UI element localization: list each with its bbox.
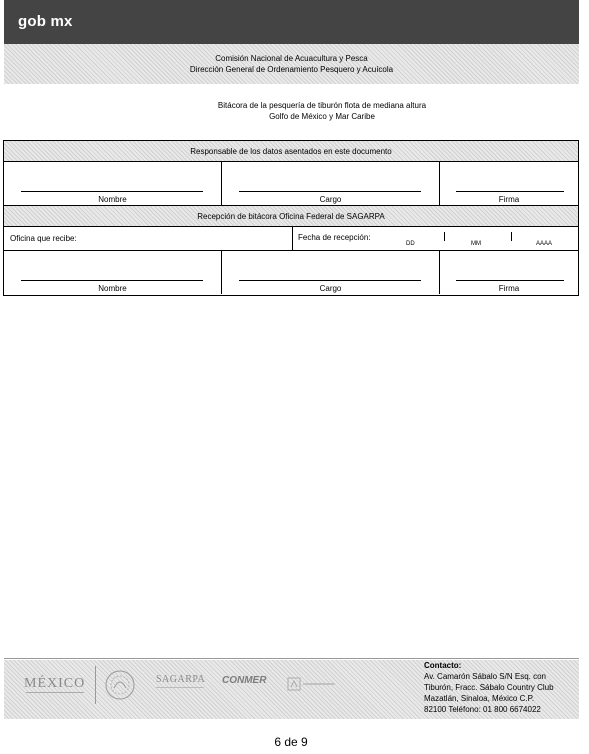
reception-signature-row (4, 251, 578, 294)
institution-line-2: Dirección General de Ordenamiento Pesquero y Acuícola (189, 65, 394, 74)
footer (4, 660, 579, 719)
name-label: Nombre (98, 284, 127, 293)
document-title-line-2: Golfo de México y Mar Caribe (269, 112, 375, 121)
institution-line-1: Comisión Nacional de Acuacultura y Pesca (215, 54, 368, 63)
date-separator (444, 232, 445, 241)
responsible-block (3, 140, 579, 206)
reception-name-cell[interactable] (4, 251, 222, 294)
date-month-label: MM (471, 241, 481, 247)
responsible-cargo-cell[interactable] (222, 162, 440, 205)
institution-band (4, 44, 579, 84)
contact-line: Tiburón, Fracc. Sábalo Country Club (424, 683, 554, 692)
institution-seal-icon (287, 677, 337, 693)
reception-section-header: Recepción de bitácora Oficina Federal de SAGARPA (4, 206, 578, 227)
responsible-firma-cell[interactable] (440, 162, 578, 205)
name-signature-line (21, 191, 203, 192)
reception-details-row (4, 227, 578, 251)
reception-block (3, 205, 579, 296)
document-title (4, 100, 589, 122)
document-title-line-1: Bitácora de la pesquería de tiburón flota de mediana altura (217, 101, 427, 110)
reception-date-label: Fecha de recepción: (298, 233, 371, 242)
date-separator (511, 232, 512, 241)
contact-title: Contacto: (424, 661, 462, 670)
cargo-signature-line (239, 280, 421, 281)
mexico-logo: MÉXICO (24, 676, 86, 691)
firma-signature-line (456, 191, 564, 192)
sagarpa-logo-underline (156, 687, 204, 688)
name-signature-line (21, 280, 203, 281)
office-label: Oficina que recibe: (10, 234, 77, 243)
footer-divider (4, 658, 579, 659)
responsible-signature-row (4, 162, 578, 205)
coat-of-arms-icon (104, 668, 136, 702)
contact-line: Mazatlán, Sinaloa, México C.P. (424, 694, 535, 703)
firma-label: Firma (498, 284, 520, 293)
cargo-label: Cargo (319, 284, 342, 293)
top-bar (4, 0, 579, 44)
contact-line: 82100 Teléfono: 01 800 6674022 (424, 705, 541, 714)
reception-date-field[interactable] (293, 227, 578, 250)
sagarpa-logo: SAGARPA (156, 674, 206, 685)
reception-firma-cell[interactable] (440, 251, 578, 294)
firma-label: Firma (498, 195, 520, 204)
name-label: Nombre (98, 195, 127, 204)
firma-signature-line (456, 280, 564, 281)
gob-mx-logo: gob mx (18, 13, 73, 30)
office-field[interactable] (4, 227, 293, 250)
reception-cargo-cell[interactable] (222, 251, 440, 294)
page-number: 6 de 9 (274, 735, 308, 749)
logo-separator (95, 666, 96, 704)
contact-line: Av. Camarón Sábalo S/N Esq. con (424, 672, 546, 681)
mexico-logo-underline (26, 692, 84, 693)
responsible-section-header: Responsable de los datos asentados en este documento (4, 141, 578, 162)
responsible-name-cell[interactable] (4, 162, 222, 205)
cargo-signature-line (239, 191, 421, 192)
cargo-label: Cargo (319, 195, 342, 204)
contact-block (424, 660, 554, 715)
date-year-label: AAAA (536, 241, 553, 247)
conmer-logo: CONMER (222, 675, 267, 686)
date-day-label: DD (406, 241, 415, 247)
